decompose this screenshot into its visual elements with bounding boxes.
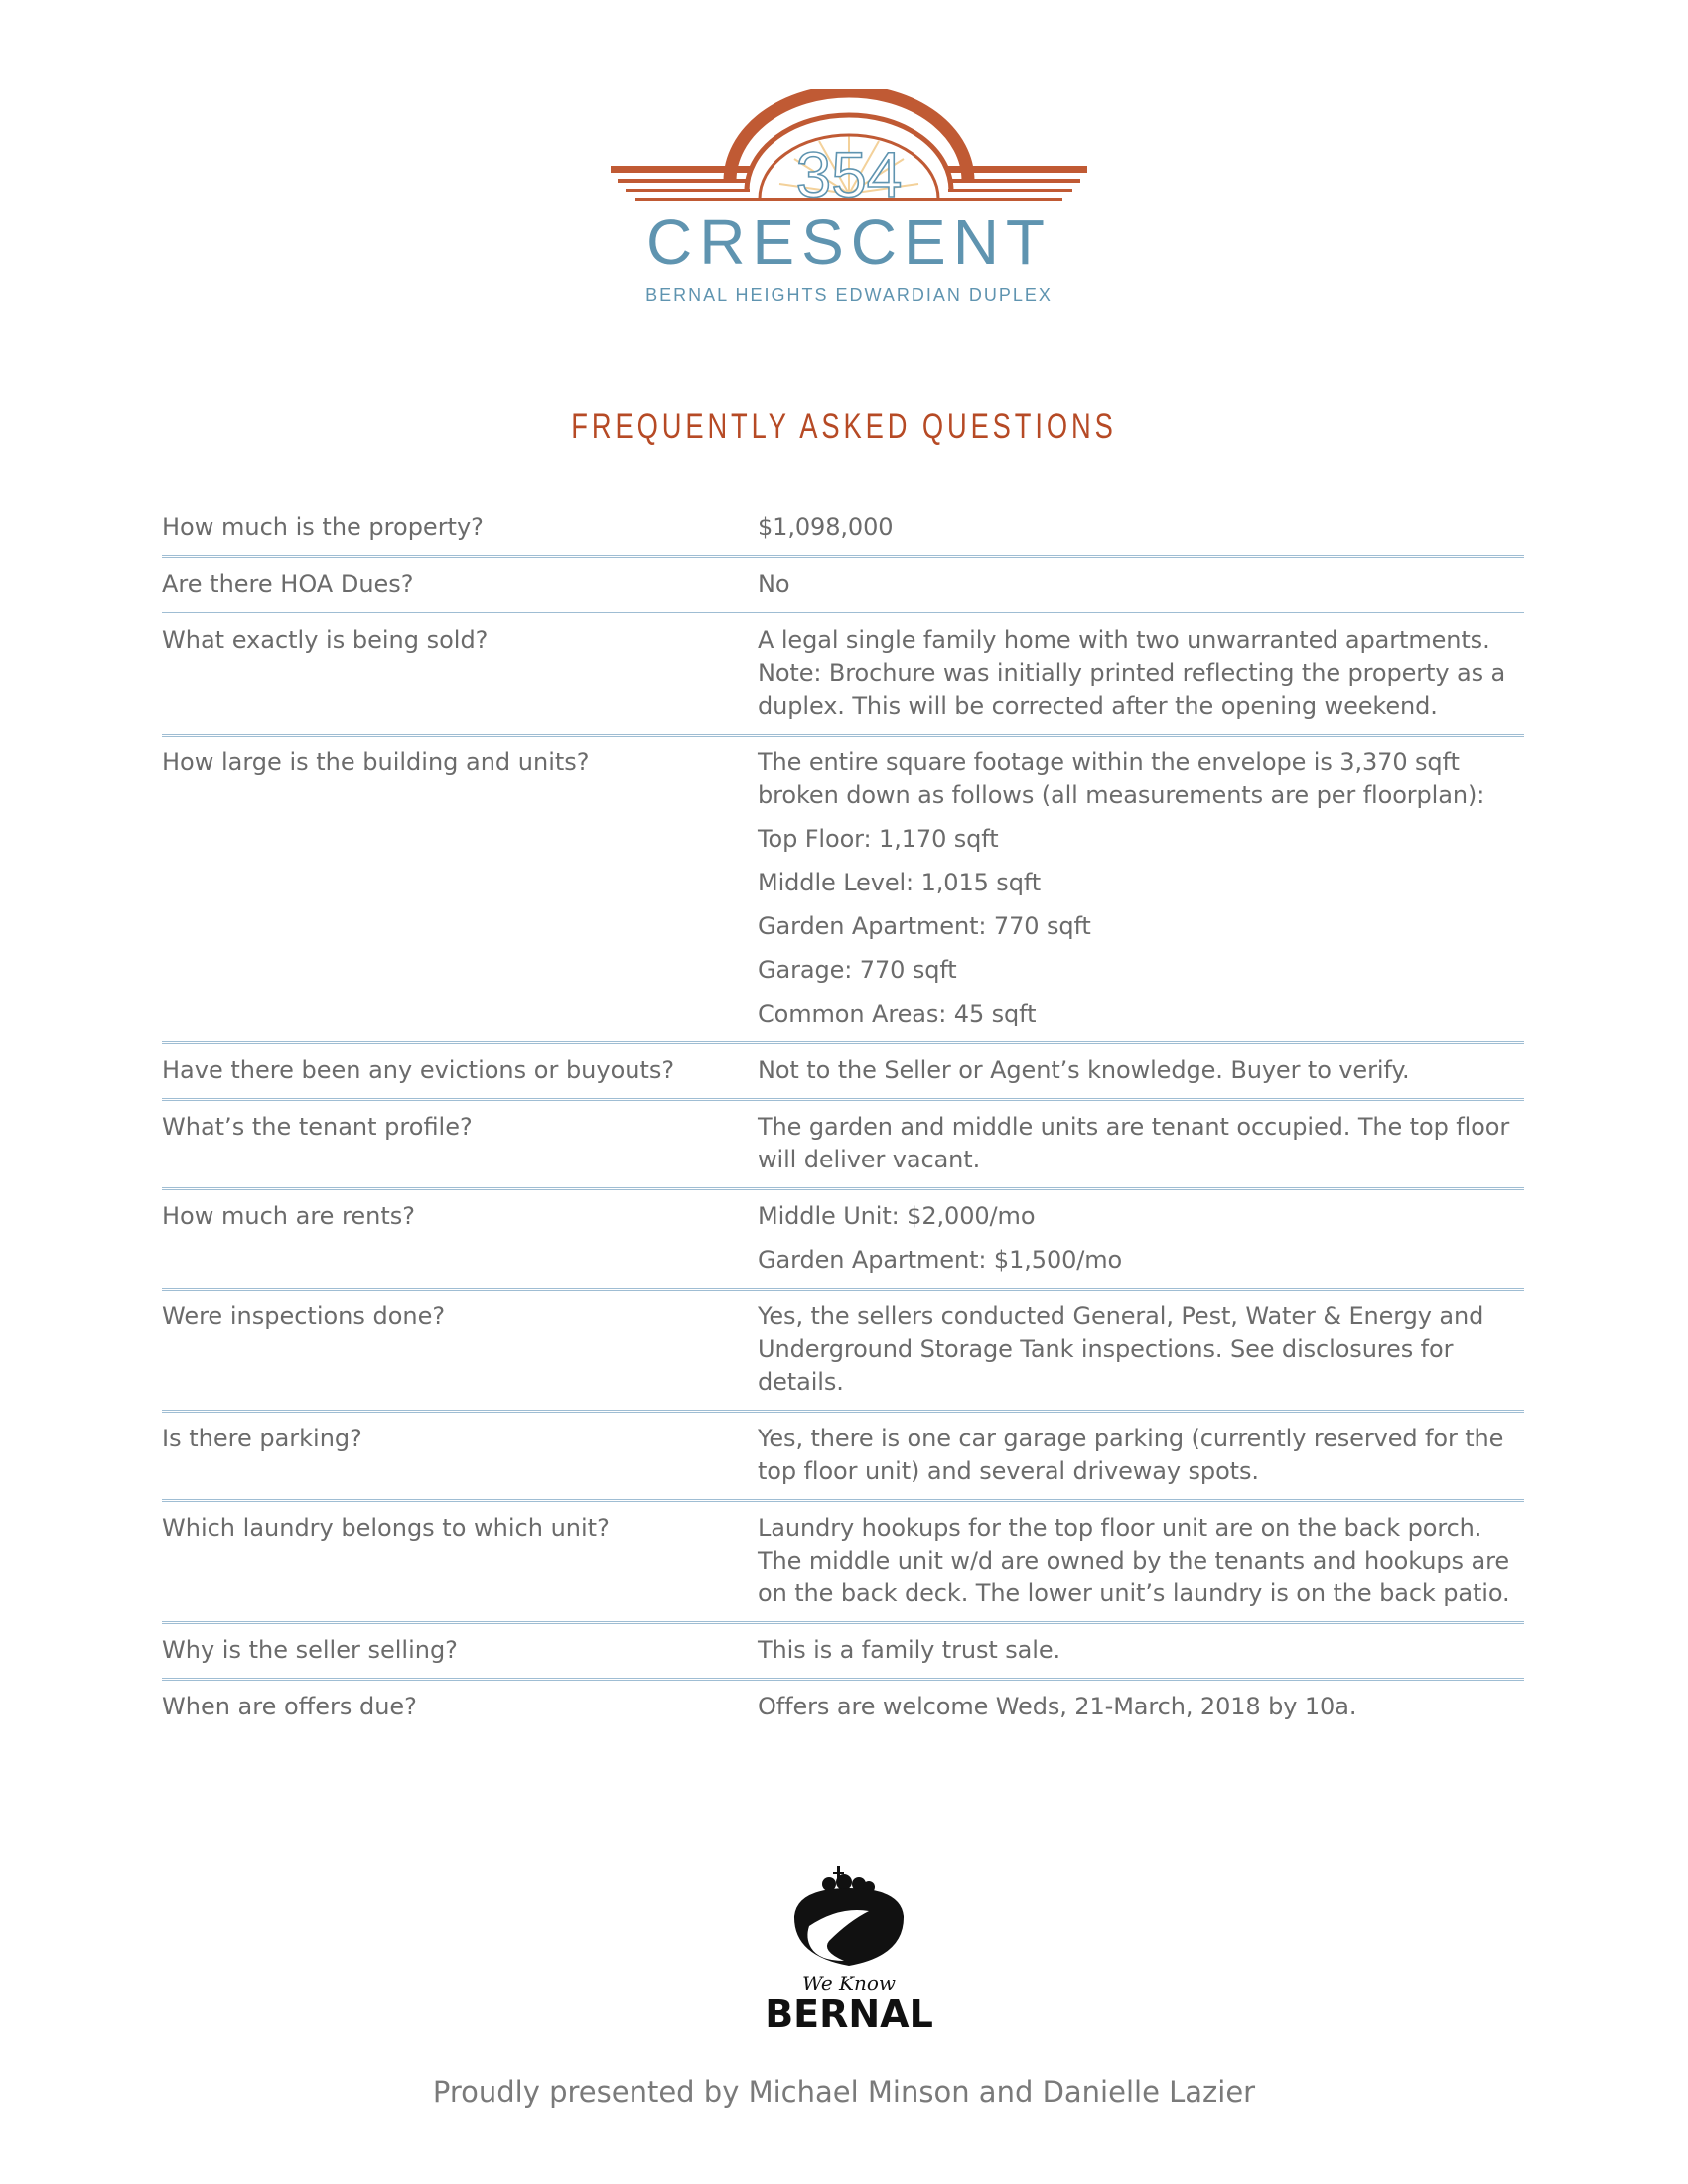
property-logo: [596, 89, 1102, 323]
faq-row-parking: [162, 1413, 1524, 1502]
property-tagline: BERNAL HEIGHTS EDWARDIAN DUPLEX: [645, 285, 1053, 305]
faq-question: Are there HOA Dues?: [162, 570, 414, 598]
faq-question: How much are rents?: [162, 1202, 416, 1230]
faq-row-inspections: [162, 1291, 1524, 1413]
faq-answer: The garden and middle units are tenant occupied. The top floor will deliver vacant.: [758, 1113, 1510, 1173]
faq-answer: Yes, the sellers conducted General, Pest, Water & Energy and Underground Storage Tank inspections. See disclosures for details.: [758, 1302, 1484, 1396]
faq-row-tenants: [162, 1101, 1524, 1190]
we-know-bernal-logo: [750, 1866, 948, 2035]
faq-answer: The entire square footage within the envelope is 3,370 sqft broken down as follows (all measurements are per floorplan): Top Floor: 1,170 sqft Middle Level: 1,015 sqft Garden Apartment: 770 sqft Garage: 770 sqft Common Areas: 45 sqft: [758, 749, 1485, 1027]
faq-answer: Laundry hookups for the top floor unit are on the back porch. The middle unit w/d are owned by the tenants and hookups are on the back deck. The lower unit’s laundry is on the back patio.: [758, 1514, 1510, 1607]
faq-question: How large is the building and units?: [162, 749, 590, 776]
faq-question: How much is the property?: [162, 513, 484, 541]
footer-credit: Proudly presented by Michael Minson and Danielle Lazier: [432, 2075, 1256, 2109]
faq-question: When are offers due?: [162, 1693, 417, 1720]
faq-row-what-sold: [162, 614, 1524, 737]
faq-question: Which laundry belongs to which unit?: [162, 1514, 610, 1542]
faq-answer: This is a family trust sale.: [758, 1636, 1061, 1664]
faq-answer: Middle Unit: $2,000/mo Garden Apartment: $1,500/mo: [758, 1202, 1123, 1274]
faq-title: FREQUENTLY ASKED QUESTIONS: [571, 407, 1117, 446]
faq-row-laundry: [162, 1502, 1524, 1624]
property-number: 354: [795, 139, 903, 210]
faq-table: [162, 501, 1524, 1734]
faq-row-size: [162, 737, 1524, 1044]
faq-answer: Not to the Seller or Agent’s knowledge. Buyer to verify.: [758, 1056, 1410, 1084]
faq-question: Is there parking?: [162, 1425, 362, 1452]
faq-answer: A legal single family home with two unwarranted apartments. Note: Brochure was initially printed reflecting the property as a duplex. This will be corrected after the opening weekend.: [758, 626, 1506, 720]
faq-answer: $1,098,000: [758, 513, 894, 541]
faq-row-evictions: [162, 1044, 1524, 1101]
faq-answer: Yes, there is one car garage parking (currently reserved for the top floor unit) and several driveway spots.: [758, 1425, 1504, 1485]
faq-answer: No: [758, 570, 790, 598]
logo-script: We Know: [801, 1972, 897, 1995]
faq-row-reason: [162, 1624, 1524, 1681]
faq-row-rents: [162, 1190, 1524, 1291]
faq-question: What exactly is being sold?: [162, 626, 489, 654]
faq-question: Have there been any evictions or buyouts?: [162, 1056, 675, 1084]
faq-row-hoa: [162, 558, 1524, 614]
property-name: CRESCENT: [645, 206, 1053, 278]
faq-row-offers: [162, 1681, 1524, 1734]
faq-question: Why is the seller selling?: [162, 1636, 458, 1664]
hill-icon: [794, 1866, 904, 1966]
faq-answer: Offers are welcome Weds, 21-March, 2018 by 10a.: [758, 1693, 1357, 1720]
faq-question: What’s the tenant profile?: [162, 1113, 473, 1141]
faq-question: Were inspections done?: [162, 1302, 446, 1330]
logo-wordmark: BERNAL: [765, 1992, 933, 2035]
faq-row-price: [162, 501, 1524, 558]
